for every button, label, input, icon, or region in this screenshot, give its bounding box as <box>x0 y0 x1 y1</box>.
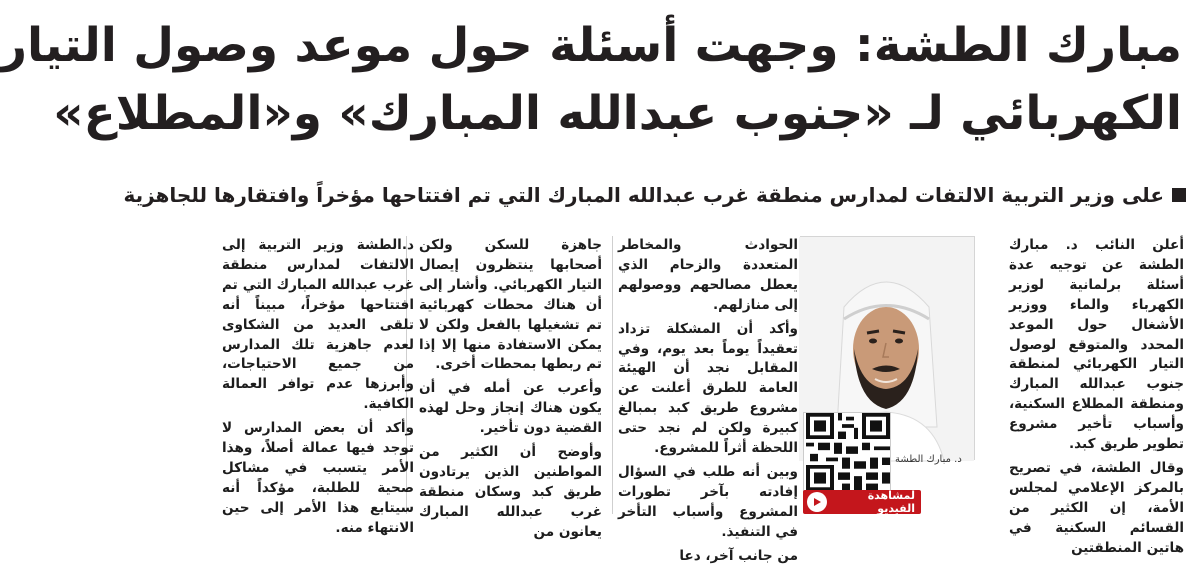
qr-code[interactable] <box>803 412 891 494</box>
qr-code-icon <box>806 413 890 491</box>
play-icon <box>807 492 827 512</box>
paragraph: وأكد أن بعض المدارس لا توجد فيها عمالة أصلاً، وهذا الأمر يتسبب في مشاكل صحية للطلبة، مؤكداً أنه سيتابع هذا الأمر إلى حين الانتهاء منه. <box>222 420 414 536</box>
paragraph: وبين أنه طلب في السؤال إفادته بآخر تطورات المشروع وأسباب التأخر في التنفيذ. <box>618 463 798 540</box>
subheadline-text: على وزير التربية الالتفات لمدارس منطقة غرب عبدالله المبارك التي تم افتتاحها مؤخراً وافتقارها للجاهزية <box>123 183 1164 207</box>
subheadline <box>123 183 1186 207</box>
paragraph: وأوضح أن الكثير من المواطنين الذين يرتادون طريق كبد وسكان منطقة غرب عبدالله المبارك يعانون من <box>419 444 602 540</box>
column-divider <box>612 236 613 514</box>
paragraph: وقال الطشة، في تصريح بالمركز الإعلامي لمجلس الأمة، إن الكثير من القسائم السكنية في هاتين المنطقتين <box>1009 459 1184 556</box>
headline <box>0 12 1182 148</box>
article-column-1 <box>1009 236 1184 556</box>
headline-line-1: مبارك الطشة: وجهت أسئلة حول موعد وصول التيار <box>0 18 1182 73</box>
article-column-3 <box>618 236 798 564</box>
paragraph: وأعرب عن أمله في أن يكون هناك إنجاز وحل لهذه القضية دون تأخير. <box>419 380 602 437</box>
photo-caption: د. مبارك الطشة <box>895 454 962 465</box>
watch-video-label: لمشاهدة الفيديو <box>867 489 915 515</box>
paragraph: وأكد أن المشكلة تزداد تعقيداً يوماً بعد يوم، وفي المقابل نجد أن الهيئة العامة للطرق أعلنت عن مشروع طريق كبد بمبالغ كبيرة ولكن لم نجد حتى اللحظة أثراً للمشروع. <box>618 320 798 457</box>
square-bullet-icon <box>1172 188 1186 202</box>
watch-video-button[interactable] <box>803 490 921 514</box>
paragraph: الحوادث والمخاطر المتعددة والزحام الذي يعطل مصالحهم ووصولهم إلى منازلهم. <box>618 237 798 313</box>
paragraph: من جانب آخر، دعا <box>679 547 798 564</box>
paragraph: جاهزة للسكن ولكن أصحابها ينتظرون إيصال التيار الكهربائي. وأشار إلى أن هناك محطات كهربائية تم تشغيلها بالفعل ولكن لا يمكن الاستفادة منها إلا إذا تم ربطها بمحطات أخرى. <box>419 237 602 373</box>
paragraph: د.الطشة وزير التربية إلى الالتفات لمدارس منطقة غرب عبدالله المبارك التي تم افتتاحها مؤخراً، مبيناً أنه تلقى العديد من الشكاوى لعدم جاهزية تلك المدارس من جميع الاحتياجات، وأبرزها عدم توافر العمالة الكافية. <box>222 237 414 413</box>
article-column-2 <box>419 236 602 540</box>
article-column-4 <box>222 236 414 536</box>
paragraph: أعلن النائب د. مبارك الطشة عن توجيه عدة أسئلة برلمانية لوزير الكهرباء والماء ووزير الأشغال حول الموعد المحدد والمتوقع لوصول التيار الكهربائي لمنطقة جنوب عبدالله المبارك ومنطقة المطلاع السكنية، وأسباب تأخير مشروع تطوير طريق كبد. <box>1009 237 1184 453</box>
headline-line-2: الكهربائي لـ «جنوب عبدالله المبارك» و«المطلاع» <box>53 86 1182 141</box>
